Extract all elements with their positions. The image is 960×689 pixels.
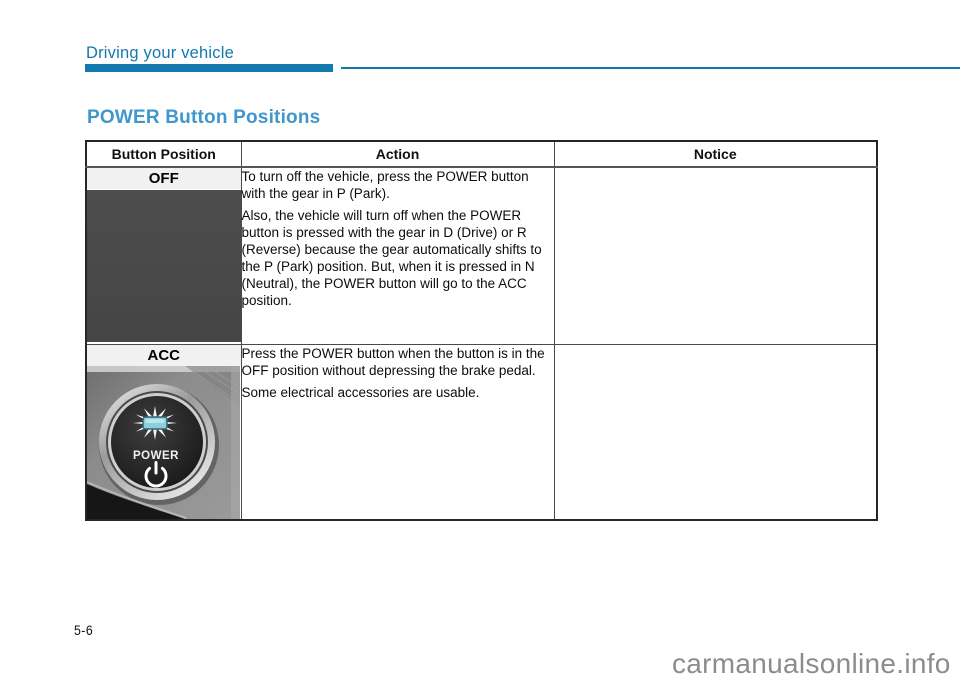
table-row-acc [86, 344, 877, 520]
power-button-photo [87, 366, 241, 519]
section-title: POWER Button Positions [87, 107, 321, 128]
notice-cell-acc [554, 344, 877, 520]
header-rule-line [341, 67, 960, 69]
power-button-illustration [87, 366, 240, 519]
breadcrumb-underline-bar [85, 64, 333, 72]
indicator-lamp [143, 417, 167, 429]
column-header-button-position: Button Position [86, 141, 241, 167]
action-cell-off [241, 167, 554, 344]
off-dark-panel-image [87, 190, 241, 342]
column-header-action: Action [241, 141, 554, 167]
power-button-label: POWER [133, 449, 179, 462]
position-label-acc: ACC [87, 345, 241, 366]
column-header-notice: Notice [554, 141, 877, 167]
page-number: 5-6 [74, 622, 94, 638]
position-label-off: OFF [87, 168, 241, 189]
action-paragraph: Press the POWER button when the button is in the OFF position without depressing the brake pedal. [241, 345, 545, 378]
table-row-off [86, 167, 877, 344]
notice-cell-off [554, 167, 877, 344]
action-cell-acc [241, 344, 554, 520]
table-header-row [86, 141, 877, 167]
action-paragraph: Some electrical accessories are usable. [241, 384, 480, 400]
position-cell-off [86, 167, 241, 344]
breadcrumb: Driving your vehicle [86, 44, 234, 62]
power-button-positions-table [85, 140, 878, 521]
action-paragraph: Also, the vehicle will turn off when the POWER button is pressed with the gear in D (Drive) or R (Reverse) because the gear automatically shifts to the P (Park) position. But, when it is pressed in N (Neutral), the POWER button will go to the ACC position. [241, 208, 542, 308]
position-cell-acc [86, 344, 241, 520]
action-paragraph: To turn off the vehicle, press the POWER button with the gear in P (Park). [241, 169, 529, 201]
watermark: carmanualsonline.info [672, 648, 951, 679]
